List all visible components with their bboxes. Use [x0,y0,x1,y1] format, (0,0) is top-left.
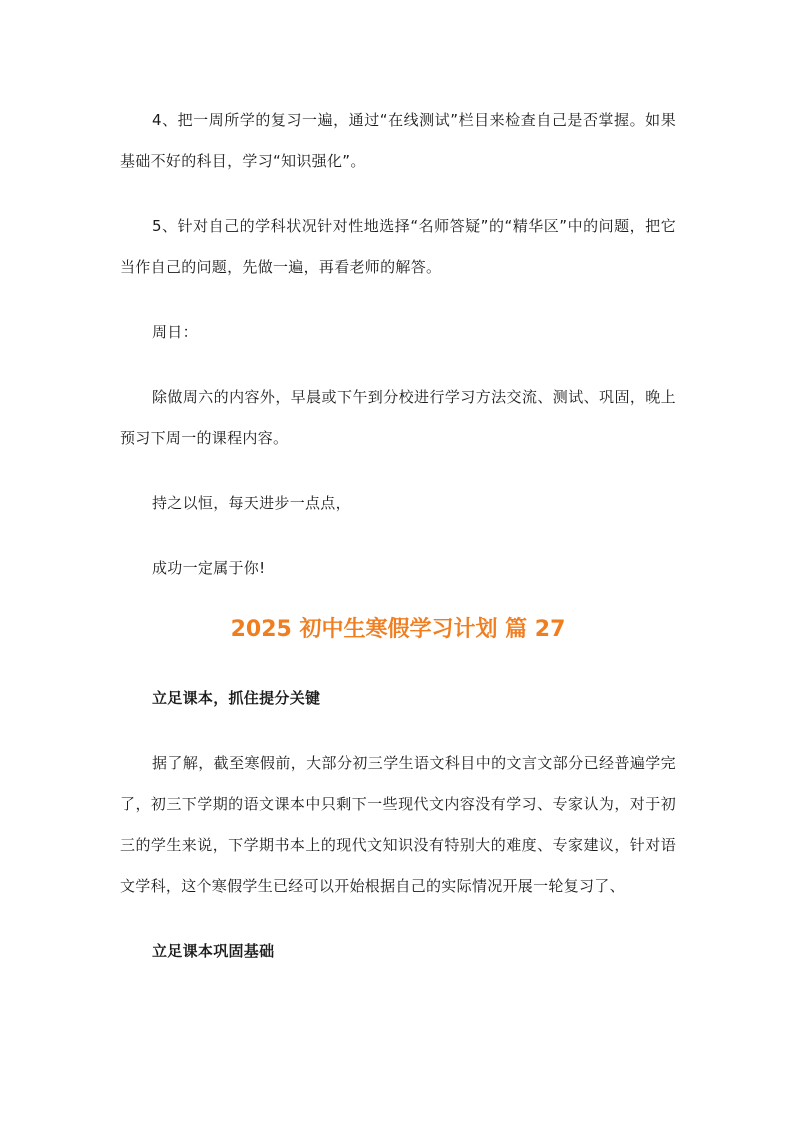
paragraph-sunday-plan: 除做周六的内容外，早晨或下午到分校进行学习方法交流、测试、巩固，晚上预习下周一的课程内容。 [120,388,676,447]
paragraph-chinese-review: 据了解，截至寒假前，大部分初三学生语文科目中的文言文部分已经普遍学完了，初三下学期的语文课本中只剩下一些现代文内容没有学习、专家认为，对于初三的学生来说，下学期书本上的现代文知识没有特别大的难度、专家建议，针对语文学科，这个寒假学生已经可以开始根据自己的实际情况开展一轮复习了、 [120,754,676,895]
paragraph-persistence: 持之以恒，每天进步一点点， [152,494,351,512]
subheading-textbook-foundation: 立足课本巩固基础 [152,942,275,960]
subheading-textbook-key: 立足课本，抓住提分关键 [152,689,321,707]
section-title: 2025 初中生寒假学习计划 篇 27 [230,617,566,642]
paragraph-sunday-label: 周日： [152,323,198,341]
document-content [120,100,676,996]
paragraph-step-5: 5、针对自己的学科状况针对性地选择“名师答疑”的“精华区”中的问题，把它当作自己的问题，先做一遍，再看老师的解答。 [120,217,676,276]
paragraph-step-4: 4、把一周所学的复习一遍，通过“在线测试”栏目来检查自己是否掌握。如果基础不好的科目，学习“知识强化”。 [120,111,676,170]
paragraph-success: 成功一定属于你! [152,559,266,577]
